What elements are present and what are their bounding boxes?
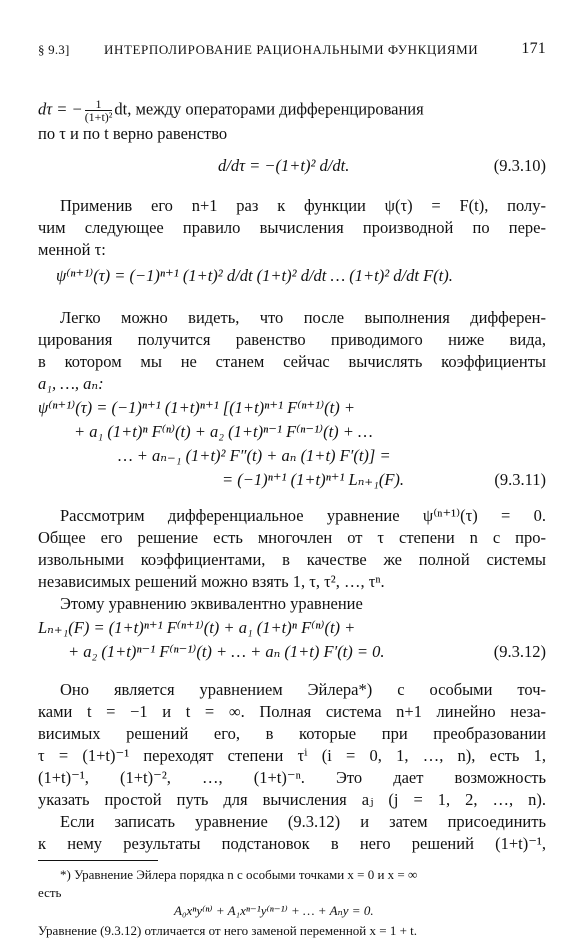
page-number: 171 (521, 40, 546, 57)
fraction (85, 98, 113, 123)
text-line: к нему результаты подстановок в него решений (1+t)⁻¹, (38, 834, 546, 853)
text-line: цирования получится равенство приводимого ниже вида, (38, 330, 546, 349)
footnote-line: есть (38, 885, 62, 900)
text-line: в котором мы не станем сейчас вычислять коэффициенты (38, 352, 546, 371)
formula-dtau: dτ = − (38, 99, 83, 119)
text-line: указать простой путь для вычисления aⱼ (j = 1, 2, …, n). (38, 790, 546, 809)
text-line: чим следующее правило вычисления производной по пере- (38, 218, 546, 237)
fraction-numerator: 1 (85, 98, 113, 111)
text-line: независимых решений можно взять 1, τ, τ², …, τⁿ. (38, 572, 385, 591)
equation-9-3-12-line1 (38, 618, 546, 638)
equation-number: (9.3.10) (493, 156, 546, 175)
footnote-formula (38, 902, 546, 920)
equation-text: ψ⁽ⁿ⁺¹⁾(τ) = (−1)ⁿ⁺¹ (1+t)ⁿ⁺¹ [(1+t)ⁿ⁺¹ F⁽ⁿ⁺¹⁾(t) + (38, 398, 355, 417)
text-line: Общее его решение есть многочлен от τ степени n с про- (38, 528, 546, 547)
equation-number: (9.3.11) (494, 470, 546, 489)
equation-derivative-rule (38, 266, 546, 286)
section-number: § 9.3] (38, 42, 70, 57)
text-line: Рассмотрим дифференциальное уравнение ψ⁽ⁿ⁺¹⁾(τ) = 0. (60, 506, 546, 525)
running-title: ИНТЕРПОЛИРОВАНИЕ РАЦИОНАЛЬНЫМИ ФУНКЦИЯМИ (104, 42, 479, 57)
equation-text: Lₙ₊₁(F) = (1+t)ⁿ⁺¹ F⁽ⁿ⁺¹⁾(t) + a₁ (1+t)ⁿ F⁽ⁿ⁾(t) + (38, 618, 356, 637)
text-line: извольными коэффициентами, в качестве же полной системы (38, 550, 546, 569)
text-line: (1+t)⁻¹, (1+t)⁻², …, (1+t)⁻ⁿ. Это дает возможность (38, 768, 546, 787)
equation-text: ψ⁽ⁿ⁺¹⁾(τ) = (−1)ⁿ⁺¹ (1+t)² d/dt (1+t)² d/dt … (1+t)² d/dt F(t). (56, 266, 453, 285)
text-line: по τ и по t верно равенство (38, 124, 228, 143)
text-line (38, 98, 546, 123)
text-line: τ = (1+t)⁻¹ переходят степени τⁱ (i = 0, 1, …, n), есть 1, (38, 746, 546, 765)
equation-9-3-12-line2 (38, 642, 546, 662)
text-line (38, 374, 546, 394)
coefficients: a₁, …, aₙ: (38, 374, 104, 393)
text-line: Если записать уравнение (9.3.12) и затем присоединить (60, 812, 546, 831)
text-line: Легко можно видеть, что после выполнения дифферен- (60, 308, 546, 327)
equation-text: d/dτ = −(1+t)² d/dt. (218, 156, 350, 175)
fraction-denominator: (1+t)² (84, 110, 113, 124)
text-line: менной τ: (38, 240, 106, 259)
text-line: ками t = −1 и t = ∞. Полная система n+1 линейно неза- (38, 702, 546, 721)
equation-number: (9.3.12) (493, 642, 546, 661)
equation-text: = (−1)ⁿ⁺¹ (1+t)ⁿ⁺¹ Lₙ₊₁(F). (222, 470, 405, 489)
footnote-rule (38, 860, 158, 861)
running-header (38, 40, 546, 62)
text-line: Применив его n+1 раз к функции ψ(τ) = F(t), полу- (60, 196, 546, 215)
text-line: Оно является уравнением Эйлера*) с особыми точ- (60, 680, 546, 699)
equation-text: + a₂ (1+t)ⁿ⁻¹ F⁽ⁿ⁻¹⁾(t) + … + aₙ (1+t) F′(t) = 0. (68, 642, 385, 661)
footnote-line: Уравнение (9.3.12) отличается от него заменой переменной x = 1 + t. (38, 923, 418, 938)
equation-9-3-11-line1 (38, 398, 546, 418)
equation-9-3-10 (38, 156, 546, 176)
text-line: висимых решений его, в которые при преобразовании (38, 724, 546, 743)
text-run: dt, между операторами дифференцирования (114, 99, 424, 119)
footnote-line: *) Уравнение Эйлера порядка n с особыми точками x = 0 и x = ∞ (60, 867, 418, 882)
equation-9-3-11-line4 (38, 470, 546, 490)
equation-9-3-11-line3 (38, 446, 546, 466)
text-line: Этому уравнению эквивалентно уравнение (60, 594, 363, 613)
footnote-formula-text: A₀xⁿy⁽ⁿ⁾ + A₁xⁿ⁻¹y⁽ⁿ⁻¹⁾ + … + Aₙy = 0. (174, 903, 374, 918)
equation-9-3-11-line2 (38, 422, 546, 442)
equation-text: … + aₙ₋₁ (1+t)² F″(t) + aₙ (1+t) F′(t)] = (118, 446, 391, 465)
equation-text: + a₁ (1+t)ⁿ F⁽ⁿ⁾(t) + a₂ (1+t)ⁿ⁻¹ F⁽ⁿ⁻¹⁾(t) + … (74, 422, 373, 441)
